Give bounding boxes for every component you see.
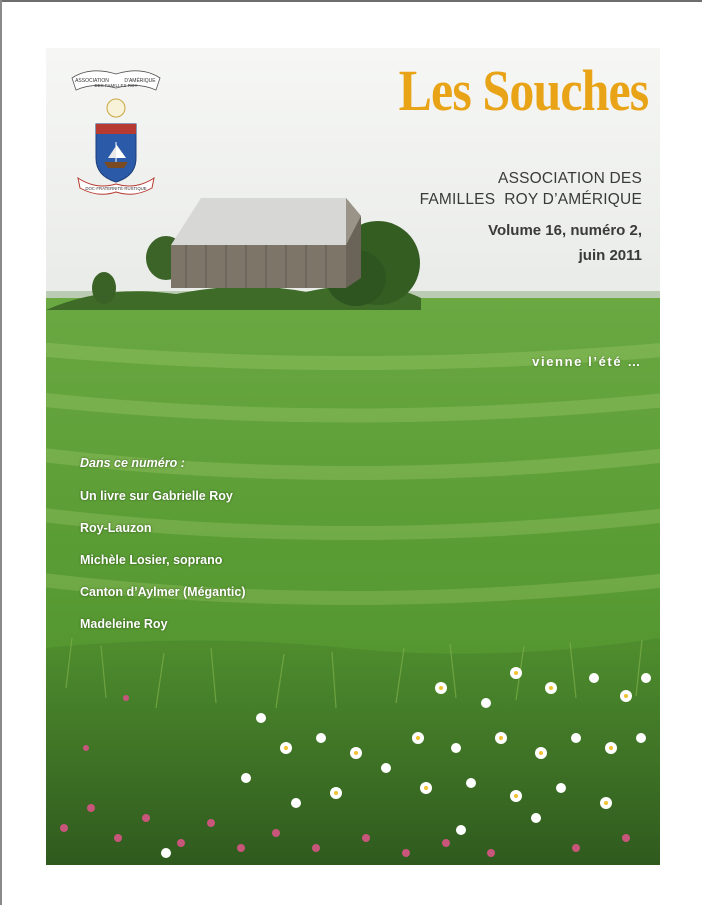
magazine-title: Les Souches <box>398 58 648 123</box>
table-of-contents <box>80 456 246 649</box>
association-crest <box>66 66 166 203</box>
association-line-2: FAMILLES ROY D’AMÉRIQUE <box>419 191 642 208</box>
association-line-1: ASSOCIATION DES <box>498 170 642 187</box>
magazine-cover <box>46 48 660 865</box>
contents-item: Canton d’Aylmer (Mégantic) <box>80 585 246 599</box>
issue-info <box>488 218 642 268</box>
crest-emblem <box>66 66 166 198</box>
contents-heading: Dans ce numéro : <box>80 456 185 470</box>
frame-left-border <box>0 0 2 905</box>
crest-banner-middle: DES FAMILLES ROY <box>94 83 138 88</box>
association-name <box>420 168 642 210</box>
crest-banner-left: ASSOCIATION <box>75 78 109 84</box>
frame-top-border <box>0 0 702 2</box>
cover-tagline: vienne l’été … <box>532 354 642 369</box>
contents-item: Michèle Losier, soprano <box>80 553 223 567</box>
crest-motto: DOC·FRATERNITÉ·RUSTIQUE <box>85 186 147 191</box>
issue-volume: Volume 16, numéro 2, <box>488 222 642 239</box>
contents-item: Roy-Lauzon <box>80 521 152 535</box>
crest-banner-right: D'AMÉRIQUE <box>124 78 156 84</box>
contents-item: Madeleine Roy <box>80 617 168 631</box>
contents-item: Un livre sur Gabrielle Roy <box>80 489 233 503</box>
issue-date: juin 2011 <box>578 247 642 264</box>
